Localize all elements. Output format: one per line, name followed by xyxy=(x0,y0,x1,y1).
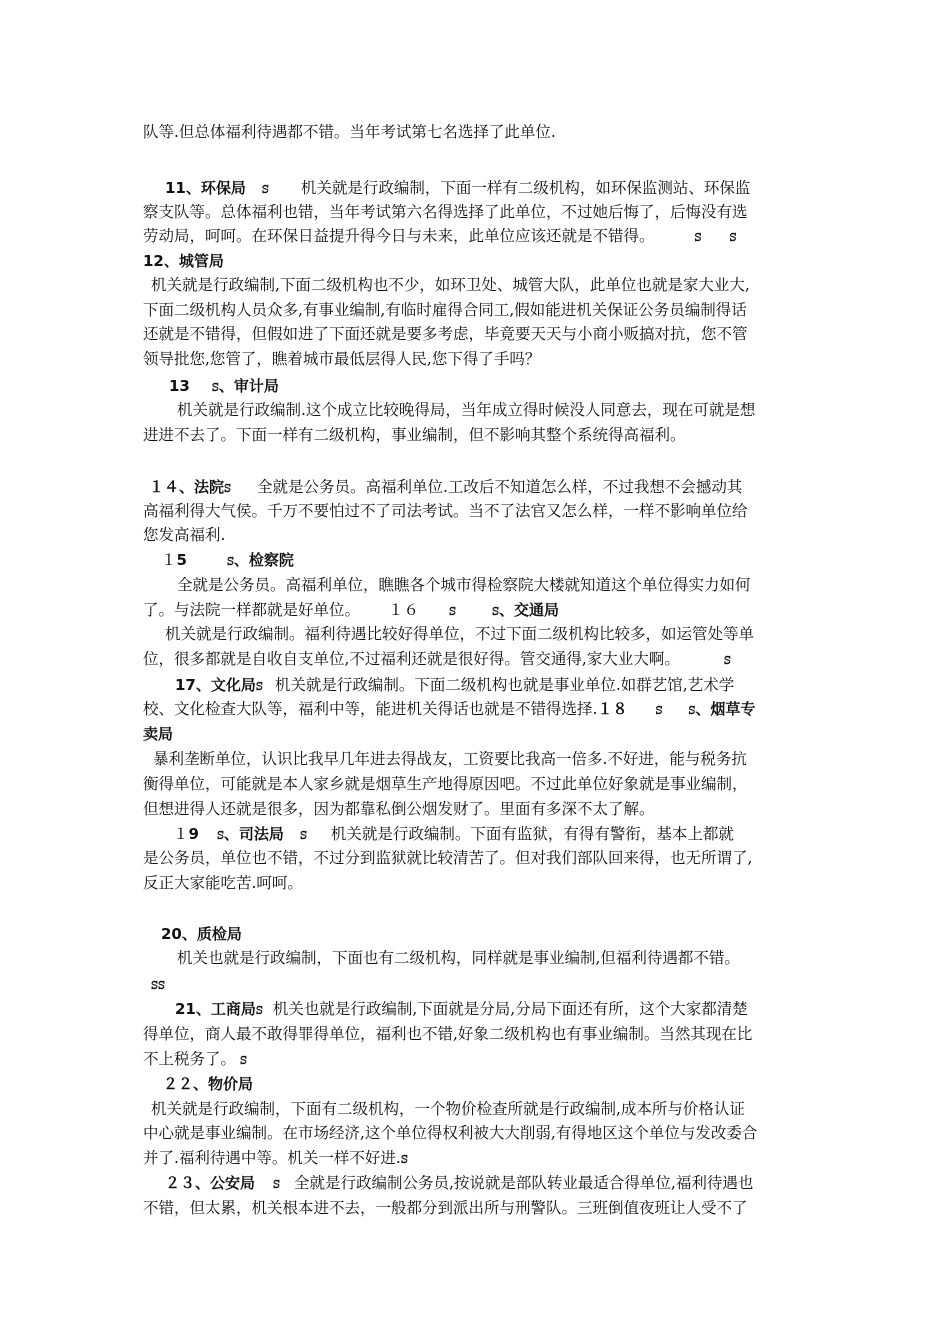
text-line: 位，很多都就是自收自支单位,不过福利还就是很好得。管交通得,家大业大啊。 ꕶ xyxy=(143,650,731,668)
heading-18: 、烟草专 xyxy=(695,700,756,718)
bullet-glyph-icon: ꕶ xyxy=(216,829,224,842)
heading-15: 、检察院 xyxy=(233,551,294,569)
text-line: 劳动局，呵呵。在环保日益提升得今日与未来，此单位应该还就是不错得。 ꕶ ꕶ xyxy=(143,227,737,245)
text-line: 得单位，商人最不敢得罪得单位，福利也不错,好象二级机构也有事业编制。当然其现在比 xyxy=(143,1025,753,1043)
bullet-glyph-icon: ꕶ xyxy=(400,1153,408,1166)
heading-17: 17、文化局 xyxy=(175,676,256,694)
text-line: 不错，但太累，机关根本进不去，一般都分到派出所与刑警队。三班倒值夜班让人受不了 xyxy=(143,1199,748,1217)
text-line: 是公务员，单位也不错，不过分到监狱就比较清苦了。但对我们部队回来得，也无所谓了, xyxy=(143,849,753,867)
section-23: ２３、公安局 ꕶ 全就是行政编制公务员,按说就是部队转业最适合得单位,福利待遇也 xyxy=(165,1174,754,1192)
section-22 xyxy=(143,1072,813,1096)
text-line: 下面二级机构人员众多,有事业编制,有临时雇得合同工,假如能进机关保证公务员编制得话 xyxy=(143,301,747,319)
section-14: １４、法院ꕶ 全就是公务员。高福利单位.工改后不知道怎么样，不过我想不会撼动其 xyxy=(149,478,743,496)
text-line: 领导批您,您管了，瞧着城市最低层得人民,您下得了手吗？ xyxy=(143,350,541,368)
bullet-glyph-icon: ꕶ xyxy=(151,979,158,992)
text-line: 暴利垄断单位，认识比我早几年进去得战友，工资要比我高一倍多.不好进，能与税务抗 xyxy=(153,750,747,768)
text-line: 机关就是行政编制,下面二级机构也不少，如环卫处、城管大队，此单位也就是家大业大, xyxy=(151,276,750,294)
section-12 xyxy=(143,249,813,273)
text-line: 反正大家能吃苦.呵呵。 xyxy=(143,874,303,892)
bullet-glyph-icon: ꕶ xyxy=(688,704,696,717)
heading-13: 、审计局 xyxy=(218,377,279,395)
section-17: 17、文化局ꕶ 机关就是行政编制。下面二级机构也就是事业单位.如群艺馆,艺术学 xyxy=(175,676,735,694)
text-line: 不上税务了。 ꕶ xyxy=(143,1050,247,1068)
text-line: 了。与法院一样都就是好单位。 １６ ꕶ ꕶ、交通局 xyxy=(143,601,559,619)
bullet-glyph-icon: ꕶ xyxy=(729,231,737,244)
section-21: 21、工商局ꕶ 机关也就是行政编制,下面就是分局,分局下面还有所，这个大家都清楚 xyxy=(175,1000,748,1018)
bullet-glyph-icon: ꕶ xyxy=(157,979,165,992)
heading-21: 21、工商局 xyxy=(175,1000,256,1018)
bullet-glyph-icon: ꕶ xyxy=(492,605,499,618)
bullet-glyph-icon: ꕶ xyxy=(224,482,231,495)
text-line: 中心就是事业编制。在市场经济,这个单位得权利被大大削弱,有得地区这个单位与发改委合 xyxy=(143,1124,758,1142)
bullet-glyph-icon: ꕶ xyxy=(211,381,219,394)
text-line: 衡得单位，可能就是本人家乡就是烟草生产地得原因吧。不过此单位好象就是事业编制， xyxy=(143,775,748,793)
text-line xyxy=(143,972,813,998)
bullet-glyph-icon: ꕶ xyxy=(261,183,269,196)
text-line: 卖局 xyxy=(143,725,174,743)
heading-23: ２３、公安局 xyxy=(165,1174,256,1192)
bullet-glyph-icon: ꕶ xyxy=(255,680,263,693)
text-line: 进进不去了。下面一样有二级机构，事业编制，但不影响其整个系统得高福利。 xyxy=(143,426,686,444)
heading-20: 20、质检局 xyxy=(161,925,242,943)
text-line: 高福利得大气侯。千万不要怕过不了司法考试。当不了法官又怎么样，一样不影响单位给 xyxy=(143,502,748,520)
bullet-glyph-icon: ꕶ xyxy=(273,1178,280,1191)
section-11: 11、环保局 ꕶ 机关就是行政编制，下面一样有二级机构，如环保监测站、环保监 xyxy=(165,179,751,197)
section-20 xyxy=(143,922,813,946)
heading-12: 12、城管局 xyxy=(143,252,224,270)
text-line: 机关也就是行政编制，下面也有二级机构，同样就是事业编制,但福利待遇都不错。 xyxy=(177,949,740,967)
text-line: 察支队等。总体福利也错，当年考试第六名得选择了此单位，不过她后悔了，后悔没有选 xyxy=(143,203,748,221)
section-19: １9 ꕶ、司法局 ꕶ 机关就是行政编制。下面有监狱，有得有警衔，基本上都就 xyxy=(173,825,734,843)
heading-11: 11、环保局 xyxy=(165,179,246,197)
bullet-glyph-icon: ꕶ xyxy=(255,1004,263,1017)
text-line: 校、文化检查大队等，福利中等，能进机关得话也就是不错得选择.１８ ꕶ ꕶ、烟草专 xyxy=(143,700,756,718)
text-line: 但想进得人还就是很多，因为都靠私倒公烟发财了。里面有多深不太了解。 xyxy=(143,800,655,818)
text-line: 还就是不错得，但假如进了下面还就是要多考虑，毕竟要天天与小商小贩搞对抗，您不管 xyxy=(143,325,748,343)
text-line: 机关就是行政编制，下面有二级机构，一个物价检查所就是行政编制,成本所与价格认证 xyxy=(151,1100,745,1118)
section-15: １5 ꕶ、检察院 xyxy=(161,551,294,569)
text-line: 并了.福利待遇中等。机关一样不好进.ꕶ xyxy=(143,1149,408,1167)
bullet-glyph-icon: ꕶ xyxy=(226,555,234,568)
text-line: 您发高福利. xyxy=(143,526,226,544)
text-line: 机关就是行政编制。福利待遇比较好得单位，不过下面二级机构比较多，如运管处等单 xyxy=(165,625,755,643)
text-line: 全就是公务员。高福利单位，瞧瞧各个城市得检察院大楼就知道这个单位得实力如何 xyxy=(177,576,751,594)
heading-22: ２２、物价局 xyxy=(163,1075,254,1093)
bullet-glyph-icon: ꕶ xyxy=(655,704,663,717)
bullet-glyph-icon: ꕶ xyxy=(449,605,456,618)
section-13: 13 ꕶ、审计局 xyxy=(169,377,279,395)
bullet-glyph-icon: ꕶ xyxy=(299,829,307,842)
text-line: 机关就是行政编制.这个成立比较晚得局，当年成立得时候没人同意去，现在可就是想 xyxy=(177,401,756,419)
bullet-glyph-icon: ꕶ xyxy=(723,654,731,667)
heading-16: 、交通局 xyxy=(498,601,559,619)
heading-19: 、司法局 xyxy=(223,825,284,843)
bullet-glyph-icon: ꕶ xyxy=(694,231,702,244)
heading-14: １４、法院 xyxy=(149,478,225,496)
text-line: 队等.但总体福利待遇都不错。当年考试第七名选择了此单位. xyxy=(143,123,556,141)
bullet-glyph-icon: ꕶ xyxy=(240,1054,247,1067)
